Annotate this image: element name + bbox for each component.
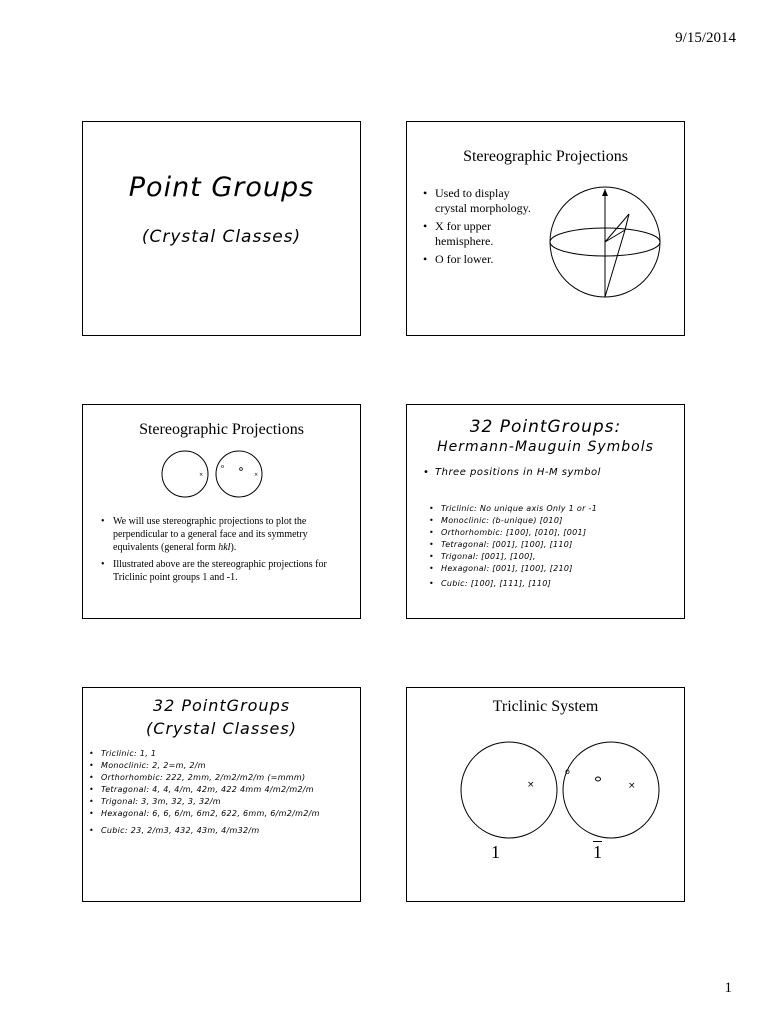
list-item: • Orthorhombic: 222, 2mm, 2/m2/m2/m (=mmm) [89, 772, 359, 784]
triclinic-projection-bar1 [561, 740, 661, 840]
bullet-text: We will use stereographic projections to plot the perpendicular to a general face and its symmetry equivalents (general form [113, 516, 308, 553]
slide-title: Point Groups [128, 172, 315, 203]
label-point-group-1: 1 [491, 842, 500, 862]
slide-subtitle: Hermann-Mauguin Symbols [437, 439, 654, 455]
triclinic-projection-1 [459, 740, 559, 840]
direction-list [429, 503, 674, 590]
list-item: • Hexagonal: 6, 6, 6/m, 6m2, 622, 6mm, 6/m2/m2/m [89, 808, 359, 820]
slide-triclinic-system [406, 687, 685, 902]
upper-mark-x: × [527, 780, 535, 790]
list-item: • Cubic: [100], [111], [110] [429, 578, 674, 590]
slide-stereographic-projections-2 [82, 404, 361, 619]
list-item: • Orthorhombic: [100], [010], [001] [429, 527, 674, 539]
upper-mark-x: × [628, 781, 636, 791]
slide-title: Stereographic Projections [139, 421, 304, 438]
slide-title: Stereographic Projections [463, 148, 628, 165]
list-item: • Hexagonal: [001], [100], [210] [429, 563, 674, 575]
list-item: • Three positions in H-M symbol [423, 467, 673, 478]
list-item: • Tetragonal: [001], [100], [110] [429, 539, 674, 551]
list-item: • X for upper hemisphere. [423, 219, 531, 249]
slide-point-groups [82, 121, 361, 336]
list-item: • O for lower. [423, 252, 531, 267]
list-item: • Tetragonal: 4, 4, 4/m, 42m, 422 4mm 4/m2/m2/m [89, 784, 359, 796]
list-item: • Trigonal: 3, 3m, 32, 3, 32/m [89, 796, 359, 808]
slide-title-line1: 32 PointGroups [152, 696, 291, 715]
sphere-diagram [539, 184, 669, 304]
list-item: • Monoclinic: 2, 2=m, 2/m [89, 760, 359, 772]
list-item: • Illustrated above are the stereographic projections for Triclinic point groups 1 and -1. [101, 558, 341, 584]
lead-bullet [423, 467, 673, 478]
page-number: 1 [724, 980, 732, 996]
header-date: 9/15/2014 [675, 30, 736, 46]
list-item: • Monoclinic: (b-unique) [010] [429, 515, 674, 527]
label-point-group-bar1: 1 [593, 842, 602, 862]
slide-32-point-groups-hm [406, 404, 685, 619]
point-group-list [89, 748, 359, 837]
bullet-list [101, 515, 341, 584]
bullet-text-hkl: hkl [218, 542, 231, 553]
triclinic-projections-small [159, 448, 279, 500]
bullet-list [423, 186, 531, 267]
svg-text:×: × [199, 472, 204, 478]
list-item: • Triclinic: No unique axis Only 1 or -1 [429, 503, 674, 515]
svg-text:×: × [254, 472, 259, 478]
list-item: • Cubic: 23, 2/m3, 432, 43m, 4/m32/m [89, 825, 359, 837]
list-item: • Triclinic: 1, 1 [89, 748, 359, 760]
svg-text:o: o [221, 464, 225, 470]
slide-32-point-groups-classes [82, 687, 361, 902]
slide-title: Triclinic System [492, 698, 599, 715]
list-item: • Trigonal: [001], [100], [429, 551, 674, 563]
slide-title-line2: (Crystal Classes) [146, 719, 297, 738]
lower-mark-o: o [565, 767, 570, 776]
slide-title: 32 PointGroups: [469, 417, 622, 437]
list-item [101, 515, 341, 554]
slide-subtitle: (Crystal Classes) [141, 227, 302, 247]
slide-stereographic-projections-1 [406, 121, 685, 336]
list-item: • Used to display crystal morphology. [423, 186, 531, 216]
bullet-text-end: ). [230, 542, 237, 553]
